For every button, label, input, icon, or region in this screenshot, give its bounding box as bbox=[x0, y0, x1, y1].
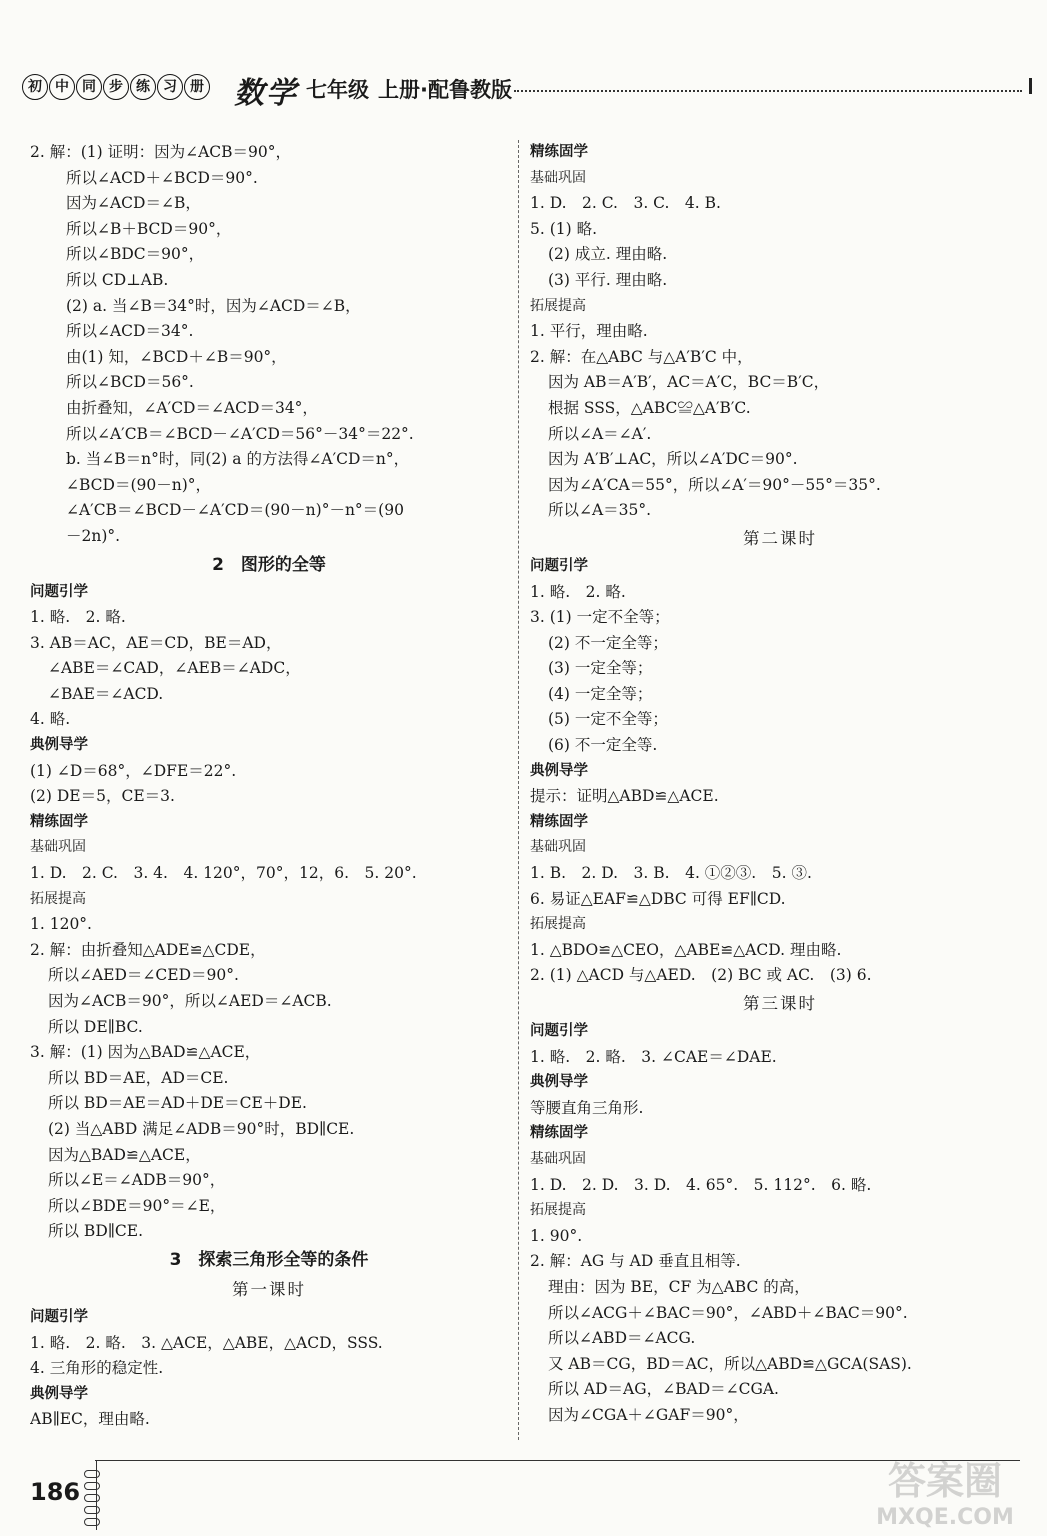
answer-line: 所以∠B＋BCD＝90°， bbox=[66, 219, 232, 238]
answer-line: 4. 略. bbox=[30, 710, 71, 729]
answer-line: 所以 BD＝AE，AD＝CE. bbox=[48, 1068, 229, 1087]
watermark-line2: MXQE.COM bbox=[876, 1505, 1014, 1530]
answer-line: 2. (1) △ACD 与△AED. (2) BC 或 AC. (3) 6. bbox=[530, 966, 872, 985]
sub-label: 拓展提高 bbox=[530, 1202, 586, 1219]
right-column bbox=[530, 140, 1030, 1429]
answer-line: 2. 解：由折叠知△ADE≌△CDE， bbox=[30, 940, 266, 959]
grade-label: 七年级 bbox=[306, 78, 369, 102]
part-label: 精练固学 bbox=[530, 144, 588, 160]
answer-line: ∠BAE＝∠ACD. bbox=[48, 684, 164, 703]
sub-label: 基础巩固 bbox=[30, 839, 86, 856]
answer-line: 因为∠A′CA＝55°，所以∠A′＝90°－55°＝35°. bbox=[548, 475, 881, 494]
answer-line: (3) 平行. 理由略. bbox=[548, 270, 668, 289]
answer-line: (3) 一定全等； bbox=[548, 659, 653, 678]
series-char: 册 bbox=[184, 74, 210, 100]
header-end-mark bbox=[1029, 78, 1032, 94]
answer-line: 因为∠ACD＝∠B， bbox=[66, 194, 201, 213]
part-label: 精练固学 bbox=[30, 813, 88, 830]
answer-line: 1. B. 2. D. 3. B. 4. ①②③. 5. ③. bbox=[530, 864, 812, 883]
answer-line: ∠ABE＝∠CAD，∠AEB＝∠ADC， bbox=[48, 659, 301, 678]
answer-line: 所以∠A′CB＝∠BCD－∠A′CD＝56°－34°＝22°. bbox=[66, 424, 414, 443]
answer-line: 所以∠E＝∠ADB＝90°， bbox=[48, 1171, 226, 1190]
left-column bbox=[30, 140, 508, 1433]
answer-line: 所以∠BCD＝56°. bbox=[66, 373, 194, 392]
answer-line: ∠A′CB＝∠BCD－∠A′CD＝(90－n)°－n°＝(90 bbox=[66, 501, 404, 520]
watermark-logo bbox=[860, 1452, 1030, 1532]
answer-line: 3. 解：(1) 因为△BAD≌△ACE， bbox=[30, 1043, 261, 1062]
answer-line: 因为 A′B′⊥AC，所以∠A′DC＝90°. bbox=[548, 450, 798, 469]
spiral-binding-icon bbox=[84, 1470, 100, 1526]
answer-line: 3. (1) 一定不全等； bbox=[530, 608, 670, 627]
answer-line: 所以∠ABD＝∠ACG. bbox=[548, 1329, 696, 1348]
series-char: 初 bbox=[22, 74, 48, 100]
answer-line: 1. D. 2. C. 3. C. 4. B. bbox=[530, 194, 721, 213]
edition-label: 上册·配鲁教版 bbox=[378, 78, 512, 102]
answer-line: 所以 CD⊥AB. bbox=[66, 270, 169, 289]
answer-line: 1. 略. 2. 略. bbox=[30, 608, 126, 627]
answer-line: －2n)°. bbox=[66, 526, 121, 545]
answer-line: 1. 平行，理由略. bbox=[530, 322, 648, 341]
answer-line: (2) 当△ABD 满足∠ADB＝90°时，BD∥CE. bbox=[48, 1119, 355, 1138]
answer-line: 1. 90°. bbox=[530, 1226, 583, 1245]
sub-label: 拓展提高 bbox=[530, 297, 586, 314]
series-char: 步 bbox=[103, 74, 129, 100]
answer-line: 1. D. 2. C. 3. 4. 4. 120°，70°，12，6. 5. 20°. bbox=[30, 864, 417, 883]
sub-label: 拓展提高 bbox=[30, 890, 86, 907]
part-label: 问题引学 bbox=[530, 1023, 588, 1039]
answer-line: 所以∠A＝35°. bbox=[548, 501, 652, 520]
answer-line: (2) DE＝5，CE＝3. bbox=[30, 787, 175, 806]
part-label: 问题引学 bbox=[30, 583, 88, 600]
answer-line: 因为 AB＝A′B′，AC＝A′C，BC＝B′C， bbox=[548, 373, 830, 392]
answer-line: 所以∠BDC＝90°， bbox=[66, 245, 205, 264]
series-title bbox=[22, 74, 210, 100]
answer-line: 6. 易证△EAF≌△DBC 可得 EF∥CD. bbox=[530, 889, 786, 908]
answer-line: 所以 AD＝AG，∠BAD＝∠CGA. bbox=[548, 1380, 779, 1399]
answer-line: 又 AB＝CG，BD＝AC，所以△ABD≌△GCA(SAS). bbox=[548, 1354, 912, 1373]
answer-line: 理由：因为 BE，CF 为△ABC 的高， bbox=[548, 1277, 810, 1296]
subject-title: 数学 bbox=[234, 76, 298, 111]
series-char: 练 bbox=[130, 74, 156, 100]
answer-line: b. 当∠B＝n°时，同(2) a 的方法得∠A′CD＝n°， bbox=[66, 450, 410, 469]
answer-line: (5) 一定不全等； bbox=[548, 710, 668, 729]
answer-line: 1. 120°. bbox=[30, 915, 92, 934]
answer-line: 提示：证明△ABD≌△ACE. bbox=[530, 787, 719, 806]
page-number: 186 bbox=[30, 1478, 81, 1506]
answer-line: 4. 三角形的稳定性. bbox=[30, 1359, 164, 1378]
answer-line: 因为∠ACB＝90°，所以∠AED＝∠ACB. bbox=[48, 992, 332, 1010]
answer-line: 1. 略. 2. 略. 3. △ACE，△ABE，△ACD，SSS. bbox=[30, 1333, 383, 1352]
section-heading: 2 图形的全等 bbox=[212, 554, 326, 575]
answer-line: 2. 解：在△ABC 与△A′B′C 中， bbox=[530, 347, 753, 366]
answer-line: (2) 不一定全等； bbox=[548, 633, 668, 652]
answer-line: 1. △BDO≌△CEO，△ABE≌△ACD. 理由略. bbox=[530, 940, 842, 959]
answer-line: 由折叠知，∠A′CD＝∠ACD＝34°， bbox=[66, 398, 318, 417]
answer-line: ∠BCD＝(90－n)°， bbox=[66, 475, 212, 494]
answer-line: 所以∠BDE＝90°＝∠E， bbox=[48, 1196, 226, 1215]
series-char: 同 bbox=[76, 74, 102, 100]
series-char: 中 bbox=[49, 74, 75, 100]
part-label: 问题引学 bbox=[530, 557, 588, 574]
answer-line: 因为△BAD≌△ACE， bbox=[48, 1145, 201, 1164]
part-label: 典例导学 bbox=[530, 1074, 588, 1091]
column-divider bbox=[518, 140, 519, 1440]
answer-line: 2. 解：AG 与 AD 垂直且相等. bbox=[530, 1252, 741, 1271]
lesson-heading: 第二课时 bbox=[743, 528, 817, 548]
answer-line: (2) a. 当∠B＝34°时，因为∠ACD＝∠B， bbox=[66, 296, 361, 315]
lesson-heading: 第一课时 bbox=[232, 1279, 306, 1299]
answer-line: 所以 BD∥CE. bbox=[48, 1222, 144, 1241]
answer-line: 所以∠ACD＝34°. bbox=[66, 322, 194, 341]
lesson-heading: 第三课时 bbox=[743, 994, 817, 1013]
answer-line: (1) ∠D＝68°，∠DFE＝22°. bbox=[30, 761, 237, 780]
part-label: 精练固学 bbox=[530, 1125, 588, 1142]
sub-label: 基础巩固 bbox=[530, 169, 586, 186]
answer-line: (6) 不一定全等. bbox=[548, 736, 658, 755]
answer-line: 所以∠A＝∠A′. bbox=[548, 424, 652, 443]
page-header bbox=[22, 70, 1032, 111]
answer-line: (2) 成立. 理由略. bbox=[548, 245, 668, 264]
answer-line: 根据 SSS，△ABC≌△A′B′C. bbox=[548, 398, 751, 417]
answer-line: 3. AB＝AC，AE＝CD，BE＝AD， bbox=[30, 633, 282, 652]
answer-line: 由(1) 知，∠BCD＋∠B＝90°， bbox=[66, 347, 287, 366]
watermark-line1: 答案圈 bbox=[887, 1459, 1003, 1503]
answer-line: 1. 略. 2. 略. bbox=[530, 582, 626, 601]
answer-line: 所以∠ACD＋∠BCD＝90°. bbox=[66, 168, 258, 187]
watermark-icon bbox=[860, 1452, 1030, 1532]
answer-line: 所以 DE∥BC. bbox=[48, 1017, 143, 1036]
part-label: 精练固学 bbox=[530, 813, 588, 830]
part-label: 典例导学 bbox=[30, 1385, 88, 1402]
sub-label: 基础巩固 bbox=[530, 839, 586, 856]
answer-line: AB∥EC，理由略. bbox=[30, 1410, 150, 1429]
answer-line: 1. 略. 2. 略. 3. ∠CAE＝∠DAE. bbox=[530, 1047, 777, 1066]
answer-line: 5. (1) 略. bbox=[530, 219, 598, 238]
answer-line: 2. 解：(1) 证明：因为∠ACB＝90°， bbox=[30, 143, 292, 161]
series-char: 习 bbox=[157, 74, 183, 100]
sub-label: 基础巩固 bbox=[530, 1150, 586, 1167]
answer-line: 等腰直角三角形. bbox=[530, 1098, 644, 1117]
answer-line: 所以 BD＝AE＝AD＋DE＝CE＋DE. bbox=[48, 1094, 307, 1113]
answer-line: 所以∠AED＝∠CED＝90°. bbox=[48, 966, 239, 985]
part-label: 典例导学 bbox=[530, 762, 588, 779]
part-label: 问题引学 bbox=[30, 1308, 88, 1325]
answer-line: 因为∠CGA＋∠GAF＝90°， bbox=[548, 1405, 749, 1424]
sub-label: 拓展提高 bbox=[530, 916, 586, 933]
header-dotted-rule bbox=[514, 90, 1022, 92]
part-label: 典例导学 bbox=[30, 737, 88, 754]
answer-line: (4) 一定全等； bbox=[548, 684, 653, 703]
answer-line: 所以∠ACG＋∠BAC＝90°，∠ABD＋∠BAC＝90°. bbox=[548, 1303, 908, 1322]
section-heading: 3 探索三角形全等的条件 bbox=[169, 1249, 369, 1270]
answer-line: 1. D. 2. D. 3. D. 4. 65°. 5. 112°. 6. 略. bbox=[530, 1175, 872, 1194]
